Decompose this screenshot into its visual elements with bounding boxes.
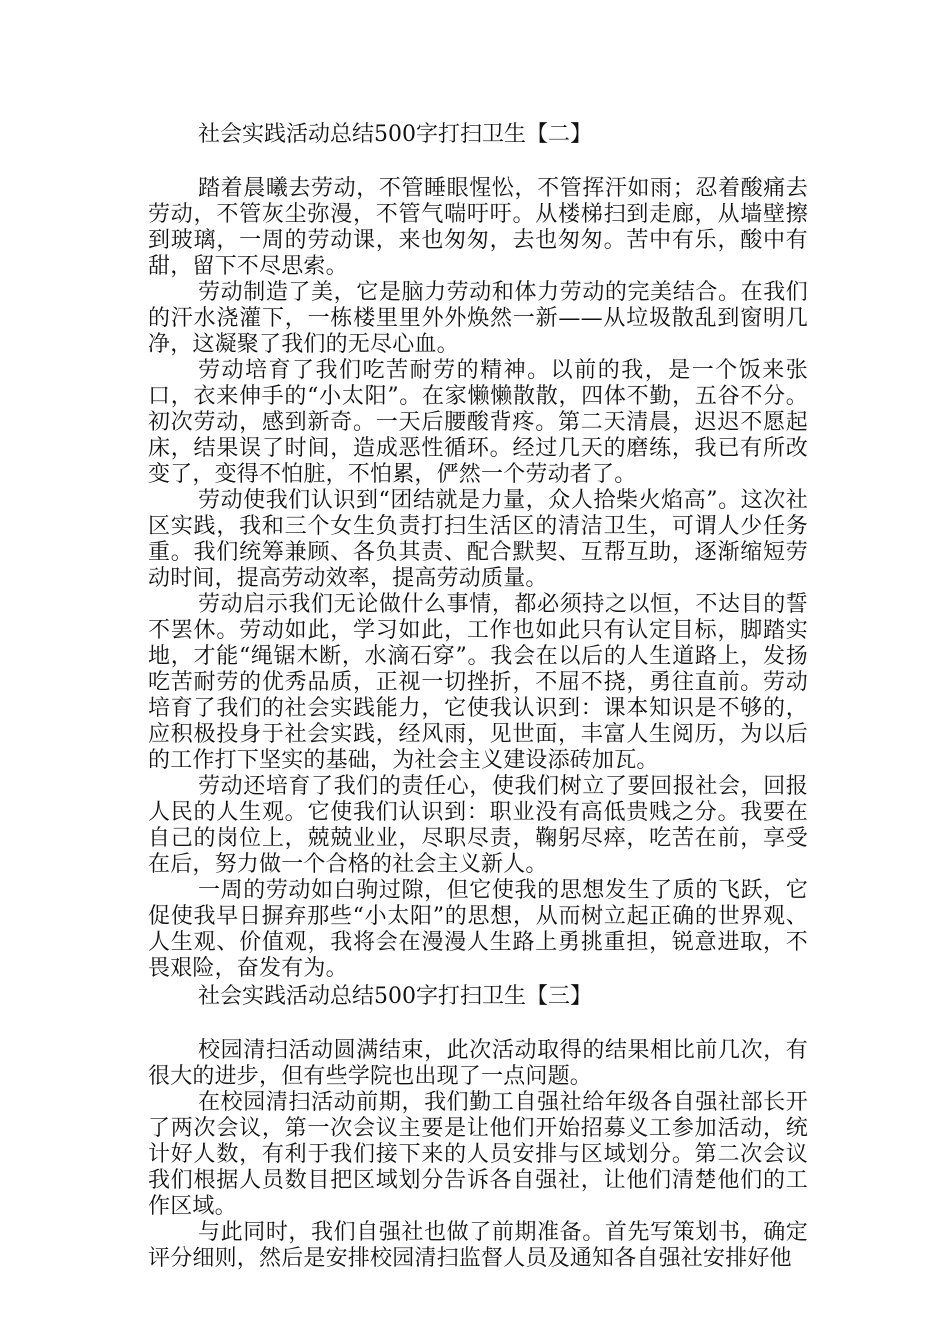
paragraph: 劳动启示我们无论做什么事情，都必须持之以恒，不达目的誓不罢休。劳动如此，学习如此，工作也如此只有认定目标，脚踏实地，才能“绳锯木断，水滴石穿”。我会在以后的人生道路上，发扬吃苦耐劳的优秀品质，正视一切挫折，不屈不挠，勇往直前。劳动培育了我们的社会实践能力，它使我认识到：课本知识是不够的，应积极投身于社会实践，经风雨，见世面，丰富人生阅历，为以后的工作打下坚实的基础，为社会主义建设添砖加瓦。 [148,592,808,773]
paragraph: 劳动制造了美，它是脑力劳动和体力劳动的完美结合。在我们的汗水浇灌下，一栋楼里里外外焕然一新——从垃圾散乱到窗明几净，这凝聚了我们的无尽心血。 [148,280,808,357]
section-heading-3: 社会实践活动总结500字打扫卫生【三】 [198,984,592,1009]
paragraph: 与此同时，我们自强社也做了前期准备。首先写策划书，确定评分细则，然后是安排校园清扫监督人员及通知各自强社安排好他 [148,1220,808,1271]
paragraph: 劳动使我们认识到“团结就是力量，众人拾柴火焰高”。这次社区实践，我和三个女生负责打扫生活区的清洁卫生，可谓人少任务重。我们统筹兼顾、各负其责、配合默契、互帮互助，逐渐缩短劳动时间，提高劳动效率，提高劳动质量。 [148,488,808,591]
paragraph: 在校园清扫活动前期，我们勤工自强社给年级各自强社部长开了两次会议，第一次会议主要是让他们开始招募义工参加活动，统计好人数，有利于我们接下来的人员安排与区域划分。第二次会议我们根据人员数目把区域划分告诉各自强社，让他们清楚他们的工作区域。 [148,1090,808,1219]
paragraph: 校园清扫活动圆满结束，此次活动取得的结果相比前几次，有很大的进步，但有些学院也出现了一点问题。 [148,1038,808,1089]
paragraph: 劳动培育了我们吃苦耐劳的精神。以前的我，是一个饭来张口，衣来伸手的“小太阳”。在家懒懒散散，四体不勤，五谷不分。初次劳动，感到新奇。一天后腰酸背疼。第二天清晨，迟迟不愿起床，结果误了时间，造成恶性循环。经过几天的磨练，我已有所改变了，变得不怕脏，不怕累，俨然一个劳动者了。 [148,358,808,487]
paragraph: 劳动还培育了我们的责任心，使我们树立了要回报社会，回报人民的人生观。它使我们认识到：职业没有高低贵贱之分。我要在自己的岗位上，兢兢业业，尽职尽责，鞠躬尽瘁，吃苦在前，享受在后，努力做一个合格的社会主义新人。 [148,774,808,877]
spacer [148,150,808,176]
paragraph: 一周的劳动如白驹过隙，但它使我的思想发生了质的飞跃，它促使我早日摒弃那些“小太阳”的思想，从而树立起正确的世界观、人生观、价值观，我将会在漫漫人生路上勇挑重担，锐意进取，不畏艰险，奋发有为。 [148,878,808,981]
section-heading-2: 社会实践活动总结500字打扫卫生【二】 [198,122,592,147]
document-body [148,120,808,1272]
paragraph: 踏着晨曦去劳动，不管睡眼惺忪，不管挥汗如雨；忍着酸痛去劳动，不管灰尘弥漫，不管气喘吁吁。从楼梯扫到走廊，从墙壁擦到玻璃，一周的劳动课，来也匆匆，去也匆匆。苦中有乐，酸中有甜，留下不尽思索。 [148,176,808,279]
spacer [148,1012,808,1038]
